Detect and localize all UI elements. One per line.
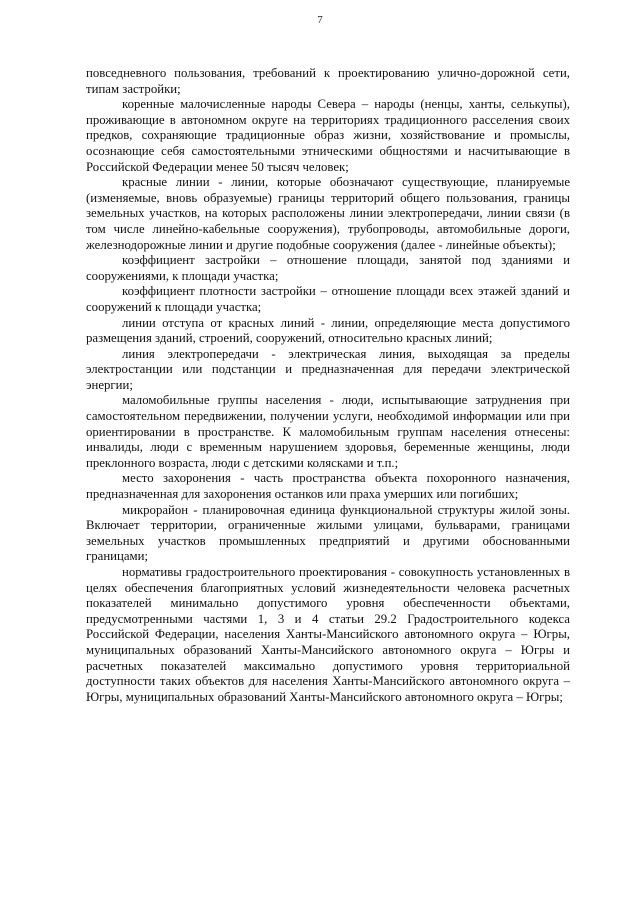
- definition-paragraph: линия электропередачи - электрическая линия, выходящая за пределы электростанции или подстанции и предназначенная для передачи электрической энергии;: [86, 346, 570, 392]
- definition-paragraph: коренные малочисленные народы Севера – народы (ненцы, ханты, селькупы), проживающие в автономном округе на территориях традиционного расселения своих предков, сохраняющие традиционные образ жизни, хозяйствование и промыслы, осознающие себя самостоятельными этническими общностями и насчитывающие в Российской Федерации менее 50 тысяч человек;: [86, 97, 570, 174]
- definition-paragraph: нормативы градостроительного проектирования - совокупность установленных в целях обеспечения благоприятных условий жизнедеятельности человека расчетных показателей минимально допустимого уровня обеспеченности объектами, предусмотренными частями 1, 3 и 4 статьи 29.2 Градостроительного кодекса Российской Федерации, населения Ханты-Мансийского автономного округа – Югры, муниципальных образований Ханты-Мансийского автономного округа – Югры и расчетных показателей максимально допустимого уровня территориальной доступности таких объектов для населения Ханты-Мансийского автономного округа – Югры, муниципальных образований Ханты-Мансийского автономного округа – Югры;: [86, 565, 570, 704]
- definition-paragraph: микрорайон - планировочная единица функциональной структуры жилой зоны. Включает территории, ограниченные жилыми улицами, бульварами, границами земельных участков промышленных предприятий и другими обоснованными границами;: [86, 502, 570, 564]
- definition-paragraph: коэффициент плотности застройки – отношение площади всех этажей зданий и сооружений к площади участка;: [86, 284, 570, 314]
- definition-paragraph: красные линии - линии, которые обозначают существующие, планируемые (изменяемые, вновь образуемые) границы территорий общего пользования, границы земельных участков, на которых расположены линии электропередачи, линии связи (в том числе линейно-кабельные сооружения), трубопроводы, автомобильные дороги, железнодорожные линии и другие подобные сооружения (далее - линейные объекты);: [86, 175, 570, 252]
- definition-paragraph: маломобильные группы населения - люди, испытывающие затруднения при самостоятельном передвижении, получении услуги, необходимой информации или при ориентировании в пространстве. К маломобильным группам населения отнесены: инвалиды, люди с временным нарушением здоровья, беременные женщины, люди преклонного возраста, люди с детскими колясками и т.п.;: [86, 393, 570, 470]
- definition-paragraph: место захоронения - часть пространства объекта похоронного назначения, предназначенная для захоронения останков или праха умерших или погибших;: [86, 471, 570, 502]
- paragraph-continuation: повседневного пользования, требований к проектированию улично-дорожной сети, типам застройки;: [86, 66, 570, 96]
- definition-paragraph: линии отступа от красных линий - линии, определяющие места допустимого размещения зданий, строений, сооружений, относительно красных линий;: [86, 315, 570, 346]
- page-number: 7: [317, 14, 323, 26]
- document-body: [86, 66, 570, 705]
- definition-paragraph: коэффициент застройки – отношение площади, занятой под зданиями и сооружениями, к площади участка;: [86, 253, 570, 283]
